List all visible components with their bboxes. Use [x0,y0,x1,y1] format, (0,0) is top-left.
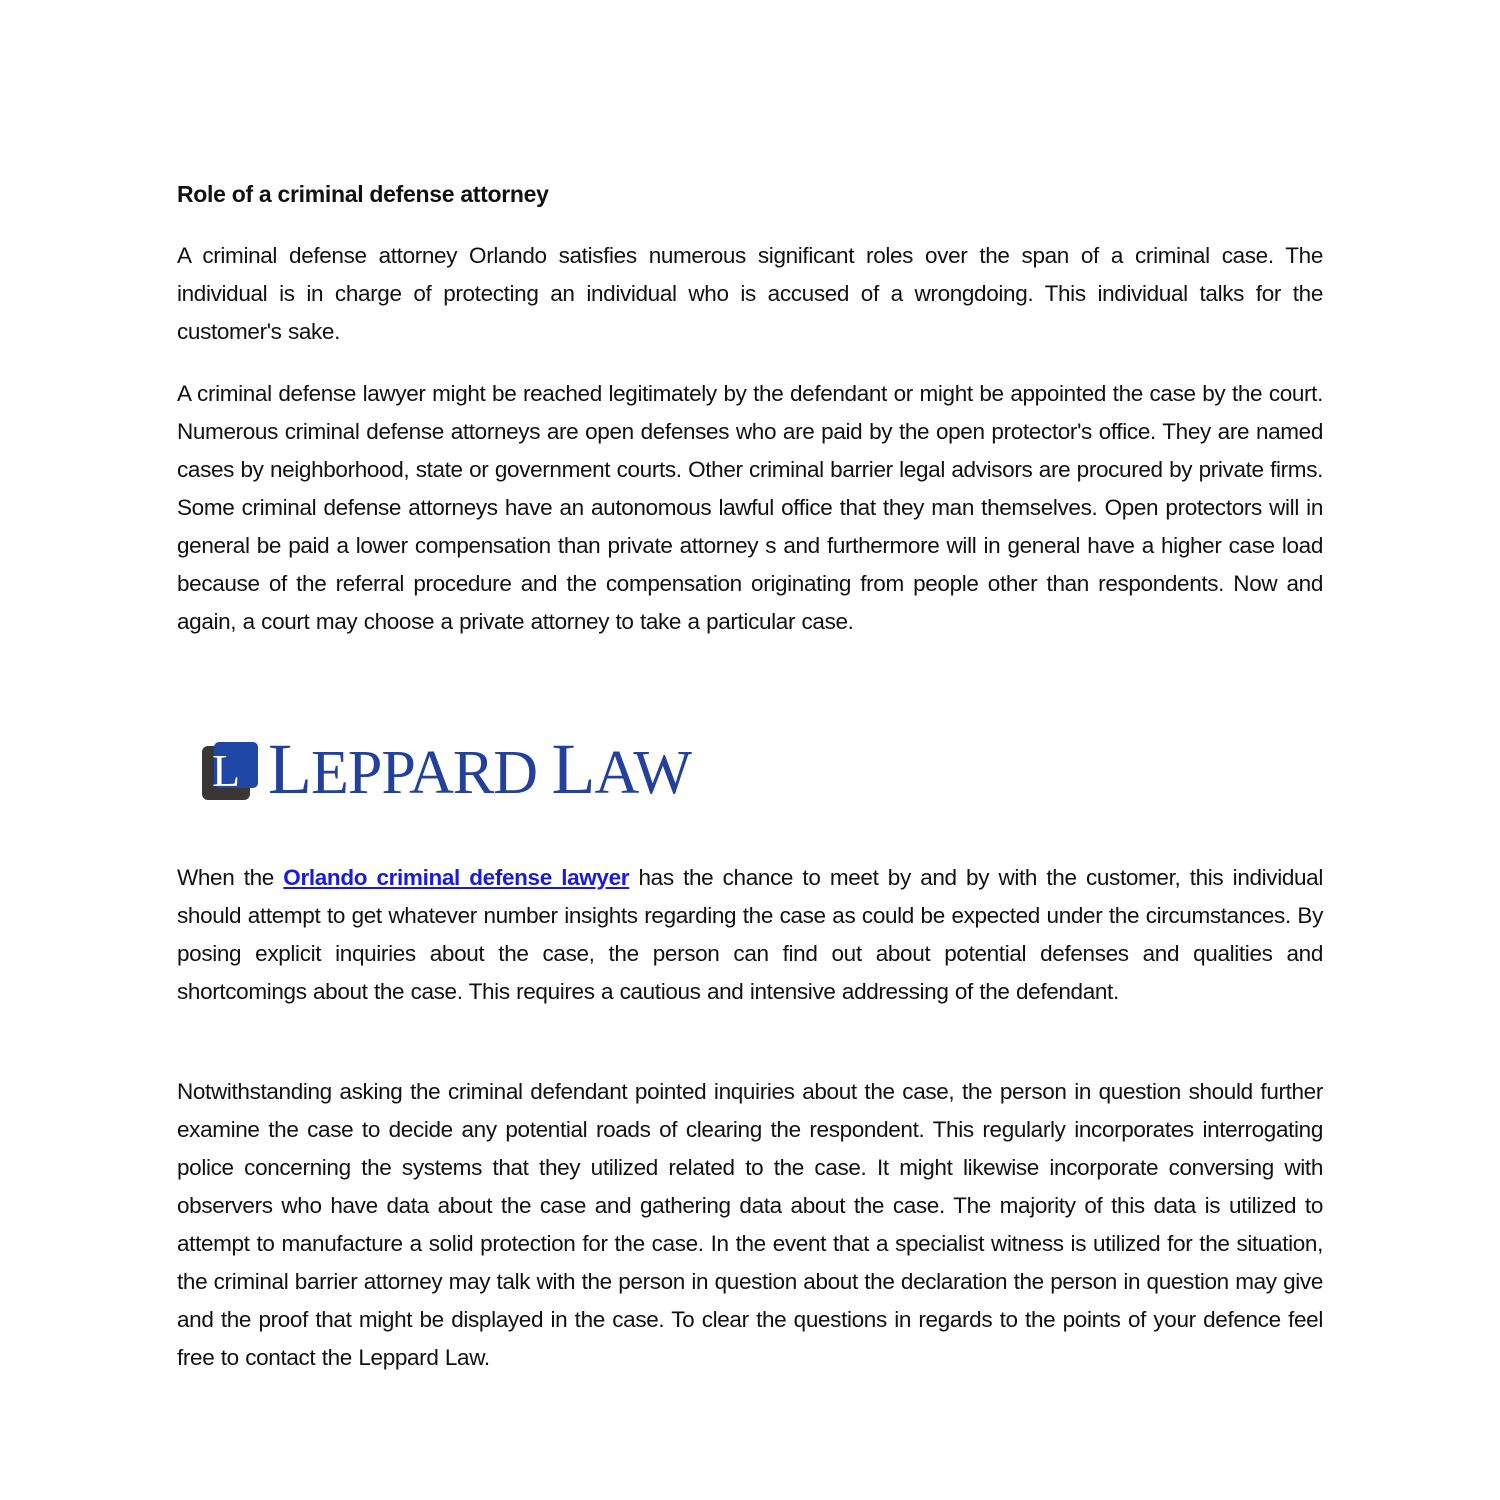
orlando-criminal-defense-lawyer-link[interactable]: Orlando criminal defense lawyer [283,865,630,890]
logo-wordmark [268,729,691,809]
logo-initial-2: L [551,729,595,809]
paragraph-text-after-link: has the chance to meet by and by with the customer, this individual should attempt to get whatever number insights regarding the case as could be expected under the circumstances. By posing explicit inquiries about the case, the person can find out about potential defenses and qualities and shortcomings about the case. This requires a cautious and intensive addressing of the defendant. [177,865,1323,1004]
paragraph-text-before-link: When the [177,865,284,890]
logo-word-1-rest: EPPARD [310,739,552,807]
paragraph-appointment: A criminal defense lawyer might be reached legitimately by the defendant or might be appointed the case by the court. Numerous criminal defense attorneys are open defenses who are paid by the open protector's office. They are named cases by neighborhood, state or government courts. Other criminal barrier legal advisors are procured by private firms. Some criminal defense attorneys have an autonomous lawful office that they man themselves. Open protectors will in general be paid a lower compensation than private attorney s and furthermore will in general have a higher case load because of the referral procedure and the compensation originating from people other than respondents. Now and again, a court may choose a private attorney to take a particular case. [177,381,1323,634]
monogram-letter: L [212,745,241,796]
document-heading: Role of a criminal defense attorney [177,181,549,207]
logo-word-2-rest: AW [594,739,691,807]
paragraph-role-intro: A criminal defense attorney Orlando satisfies numerous significant roles over the span of a criminal case. The individual is in charge of protecting an individual who is accused of a wrongdoing. This individual talks for the customer's sake. [177,243,1323,344]
leppard-law-logo [200,729,740,809]
logo-initial-1: L [268,729,311,809]
paragraph-investigation: Notwithstanding asking the criminal defendant pointed inquiries about the case, the person in question should further examine the case to decide any potential roads of clearing the respondent. This regularly incorporates interrogating police concerning the systems that they utilized related to the case. It might likewise incorporate conversing with observers who have data about the case and gathering data about the case. The majority of this data is utilized to attempt to manufacture a solid protection for the case. In the event that a specialist witness is utilized for the situation, the criminal barrier attorney may talk with the person in question about the declaration the person in question may give and the proof that might be displayed in the case. To clear the questions in regards to the points of your defence feel free to contact the Leppard Law. [177,1079,1323,1370]
paragraph-client-meeting [177,859,1323,1011]
leppard-law-monogram-icon [200,740,260,802]
